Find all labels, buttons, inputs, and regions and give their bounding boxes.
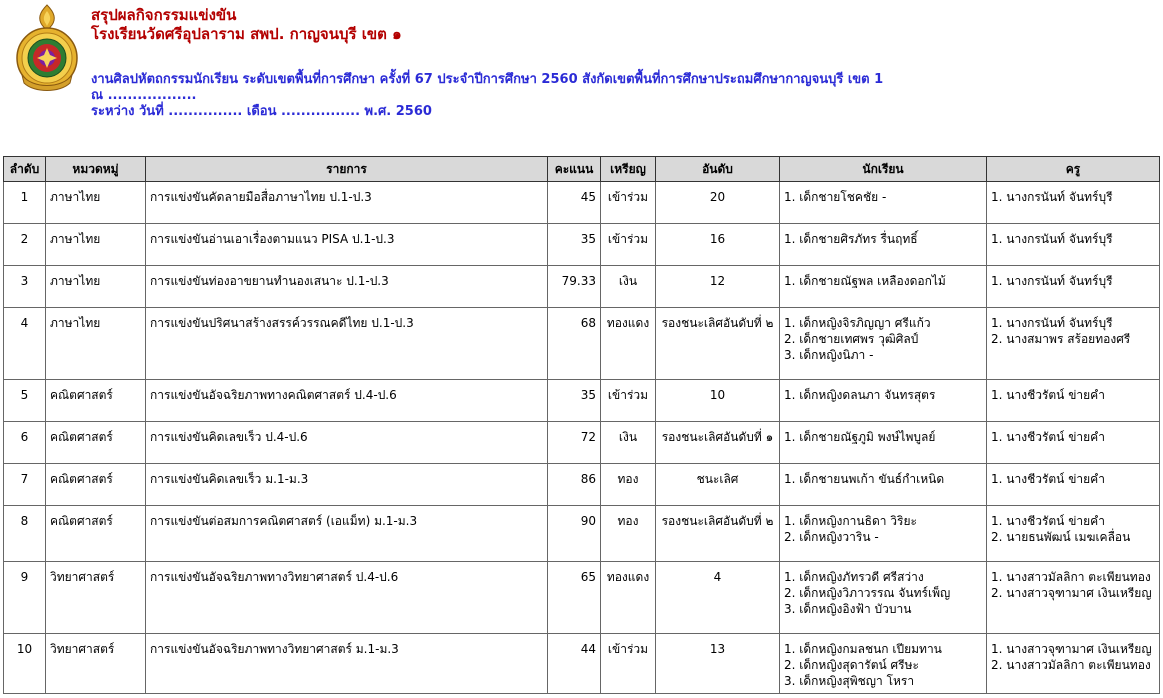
school-emblem-logo (14, 3, 80, 95)
teacher-name: 2. นายธนพัฒน์ เมฆเคลื่อน (991, 530, 1131, 544)
row-number: 8 (4, 506, 46, 562)
row-students (780, 224, 987, 266)
teacher-name: 2. นางสาวมัลลิกา ตะเพียนทอง (991, 658, 1151, 672)
row-rank: 16 (656, 224, 780, 266)
report-title: สรุปผลกิจกรรมแข่งขัน (91, 6, 237, 24)
student-name: 3. เด็กหญิงสุพิชญา โหรา (784, 674, 915, 688)
student-name: 2. เด็กชายเทศพร วุฒิศิลป์ (784, 332, 919, 346)
row-students (780, 562, 987, 634)
row-item: การแข่งขันอัจฉริยภาพทางคณิตศาสตร์ ป.4-ป.6 (146, 380, 548, 422)
column-header-students: นักเรียน (780, 157, 987, 182)
teacher-name: 1. นางสาวมัลลิกา ตะเพียนทอง (991, 570, 1151, 584)
row-number: 10 (4, 634, 46, 694)
row-category: ภาษาไทย (46, 308, 146, 380)
row-category: คณิตศาสตร์ (46, 506, 146, 562)
table-row (4, 562, 1160, 634)
row-score: 45 (548, 182, 601, 224)
event-description: งานศิลปหัตถกรรมนักเรียน ระดับเขตพื้นที่การศึกษา ครั้งที่ 67 ประจำปีการศึกษา 2560 สังกัดเขตพื้นที่การศึกษาประถมศึกษากาญจนบุรี เขต 1 (91, 72, 884, 87)
teacher-name: 1. นางกรนันท์ จันทร์บุรี (991, 274, 1113, 288)
student-name: 3. เด็กหญิงนิภา - (784, 348, 874, 362)
teacher-name: 1. นางกรนันท์ จันทร์บุรี (991, 190, 1113, 204)
row-score: 35 (548, 380, 601, 422)
row-number: 1 (4, 182, 46, 224)
student-name: 2. เด็กหญิงวาริน - (784, 530, 879, 544)
row-category: ภาษาไทย (46, 224, 146, 266)
row-item: การแข่งขันคัดลายมือสื่อภาษาไทย ป.1-ป.3 (146, 182, 548, 224)
table-row (4, 266, 1160, 308)
student-name: 1. เด็กหญิงกมลชนก เปียมทาน (784, 642, 942, 656)
student-name: 1. เด็กชายโชคชัย - (784, 190, 887, 204)
table-row (4, 634, 1160, 694)
student-name: 3. เด็กหญิงอิงฟ้า บัวบาน (784, 602, 912, 616)
row-item: การแข่งขันอัจฉริยภาพทางวิทยาศาสตร์ ม.1-ม.3 (146, 634, 548, 694)
table-row (4, 380, 1160, 422)
row-teachers (987, 634, 1160, 694)
row-teachers (987, 422, 1160, 464)
row-rank: 20 (656, 182, 780, 224)
row-teachers (987, 562, 1160, 634)
row-students (780, 266, 987, 308)
row-students (780, 464, 987, 506)
student-name: 1. เด็กหญิงกานธิดา วิริยะ (784, 514, 917, 528)
column-header-category: หมวดหมู่ (46, 157, 146, 182)
column-header-item: รายการ (146, 157, 548, 182)
row-category: ภาษาไทย (46, 266, 146, 308)
row-category: คณิตศาสตร์ (46, 380, 146, 422)
table-row (4, 422, 1160, 464)
student-name: 1. เด็กชายณัฐพล เหลืองดอกไม้ (784, 274, 946, 288)
row-students (780, 308, 987, 380)
row-teachers (987, 506, 1160, 562)
row-medal: เงิน (601, 422, 656, 464)
row-category: วิทยาศาสตร์ (46, 634, 146, 694)
row-medal: เข้าร่วม (601, 380, 656, 422)
student-name: 1. เด็กหญิงภัทรวดี ศรีสว่าง (784, 570, 924, 584)
row-teachers (987, 182, 1160, 224)
student-name: 2. เด็กหญิงสุดารัตน์ ศรีษะ (784, 658, 919, 672)
row-score: 90 (548, 506, 601, 562)
event-venue: ณ .................. (91, 88, 197, 103)
row-number: 4 (4, 308, 46, 380)
student-name: 2. เด็กหญิงวิภาวรรณ จันทร์เพ็ญ (784, 586, 951, 600)
row-medal: เข้าร่วม (601, 182, 656, 224)
row-students (780, 182, 987, 224)
row-item: การแข่งขันอ่านเอาเรื่องตามแนว PISA ป.1-ป.3 (146, 224, 548, 266)
student-name: 1. เด็กหญิงจิรภิญญา ศรีแก้ว (784, 316, 931, 330)
row-item: การแข่งขันคิดเลขเร็ว ป.4-ป.6 (146, 422, 548, 464)
student-name: 1. เด็กหญิงดลนภา จันทรสุตร (784, 388, 936, 402)
row-rank: รองชนะเลิศอันดับที่ ๑ (656, 422, 780, 464)
row-number: 7 (4, 464, 46, 506)
row-number: 6 (4, 422, 46, 464)
row-medal: ทอง (601, 464, 656, 506)
column-header-teachers: ครู (987, 157, 1160, 182)
row-medal: เข้าร่วม (601, 634, 656, 694)
results-table (3, 156, 1160, 694)
report-header (91, 6, 402, 44)
row-rank: ชนะเลิศ (656, 464, 780, 506)
row-medal: ทองแดง (601, 562, 656, 634)
row-rank: 4 (656, 562, 780, 634)
row-score: 72 (548, 422, 601, 464)
teacher-name: 1. นางกรนันท์ จันทร์บุรี (991, 316, 1113, 330)
row-score: 79.33 (548, 266, 601, 308)
row-number: 9 (4, 562, 46, 634)
row-score: 65 (548, 562, 601, 634)
school-name: โรงเรียนวัดศรีอุปลาราม สพป. กาญจนบุรี เขต ๑ (91, 25, 402, 43)
teacher-name: 1. นางกรนันท์ จันทร์บุรี (991, 232, 1113, 246)
row-medal: ทองแดง (601, 308, 656, 380)
row-medal: ทอง (601, 506, 656, 562)
table-row (4, 182, 1160, 224)
student-name: 1. เด็กชายณัฐภูมิ พงษ์ไพบูลย์ (784, 430, 936, 444)
row-students (780, 634, 987, 694)
student-name: 1. เด็กชายนพเก้า ขันธ์กำเหนิด (784, 472, 945, 486)
row-teachers (987, 266, 1160, 308)
row-score: 35 (548, 224, 601, 266)
table-row (4, 308, 1160, 380)
teacher-name: 1. นางชีวรัตน์ ข่ายคำ (991, 430, 1105, 444)
column-header-score: คะแนน (548, 157, 601, 182)
table-header-row (4, 157, 1160, 182)
row-students (780, 506, 987, 562)
row-teachers (987, 380, 1160, 422)
row-rank: 13 (656, 634, 780, 694)
student-name: 1. เด็กชายศิรภัทร รื่นฤทธิ์ (784, 232, 918, 246)
row-category: ภาษาไทย (46, 182, 146, 224)
row-rank: รองชนะเลิศอันดับที่ ๒ (656, 506, 780, 562)
row-medal: เงิน (601, 266, 656, 308)
row-item: การแข่งขันท่องอาขยานทำนองเสนาะ ป.1-ป.3 (146, 266, 548, 308)
teacher-name: 1. นางชีวรัตน์ ข่ายคำ (991, 472, 1105, 486)
row-category: คณิตศาสตร์ (46, 464, 146, 506)
teacher-name: 1. นางชีวรัตน์ ข่ายคำ (991, 514, 1105, 528)
teacher-name: 2. นางสมาพร สร้อยทองศรี (991, 332, 1131, 346)
row-students (780, 380, 987, 422)
row-rank: 12 (656, 266, 780, 308)
results-table-body (4, 182, 1160, 694)
row-category: วิทยาศาสตร์ (46, 562, 146, 634)
row-rank: 10 (656, 380, 780, 422)
row-rank: รองชนะเลิศอันดับที่ ๒ (656, 308, 780, 380)
row-teachers (987, 224, 1160, 266)
table-row (4, 464, 1160, 506)
table-row (4, 224, 1160, 266)
teacher-name: 1. นางชีวรัตน์ ข่ายคำ (991, 388, 1105, 402)
row-score: 68 (548, 308, 601, 380)
row-item: การแข่งขันอัจฉริยภาพทางวิทยาศาสตร์ ป.4-ป.6 (146, 562, 548, 634)
row-item: การแข่งขันปริศนาสร้างสรรค์วรรณคดีไทย ป.1-ป.3 (146, 308, 548, 380)
report-info (91, 72, 883, 120)
row-category: คณิตศาสตร์ (46, 422, 146, 464)
row-item: การแข่งขันคิดเลขเร็ว ม.1-ม.3 (146, 464, 548, 506)
event-date-range: ระหว่าง วันที่ ............... เดือน ................ พ.ศ. 2560 (91, 104, 432, 119)
row-number: 3 (4, 266, 46, 308)
column-header-rank: อันดับ (656, 157, 780, 182)
teacher-name: 2. นางสาวจุฑามาศ เงินเหรียญ (991, 586, 1152, 600)
row-students (780, 422, 987, 464)
column-header-no: ลำดับ (4, 157, 46, 182)
row-teachers (987, 464, 1160, 506)
teacher-name: 1. นางสาวจุฑามาศ เงินเหรียญ (991, 642, 1152, 656)
row-number: 5 (4, 380, 46, 422)
row-item: การแข่งขันต่อสมการคณิตศาสตร์ (เอแม็ท) ม.1-ม.3 (146, 506, 548, 562)
row-teachers (987, 308, 1160, 380)
column-header-medal: เหรียญ (601, 157, 656, 182)
table-row (4, 506, 1160, 562)
row-score: 86 (548, 464, 601, 506)
row-number: 2 (4, 224, 46, 266)
row-score: 44 (548, 634, 601, 694)
row-medal: เข้าร่วม (601, 224, 656, 266)
